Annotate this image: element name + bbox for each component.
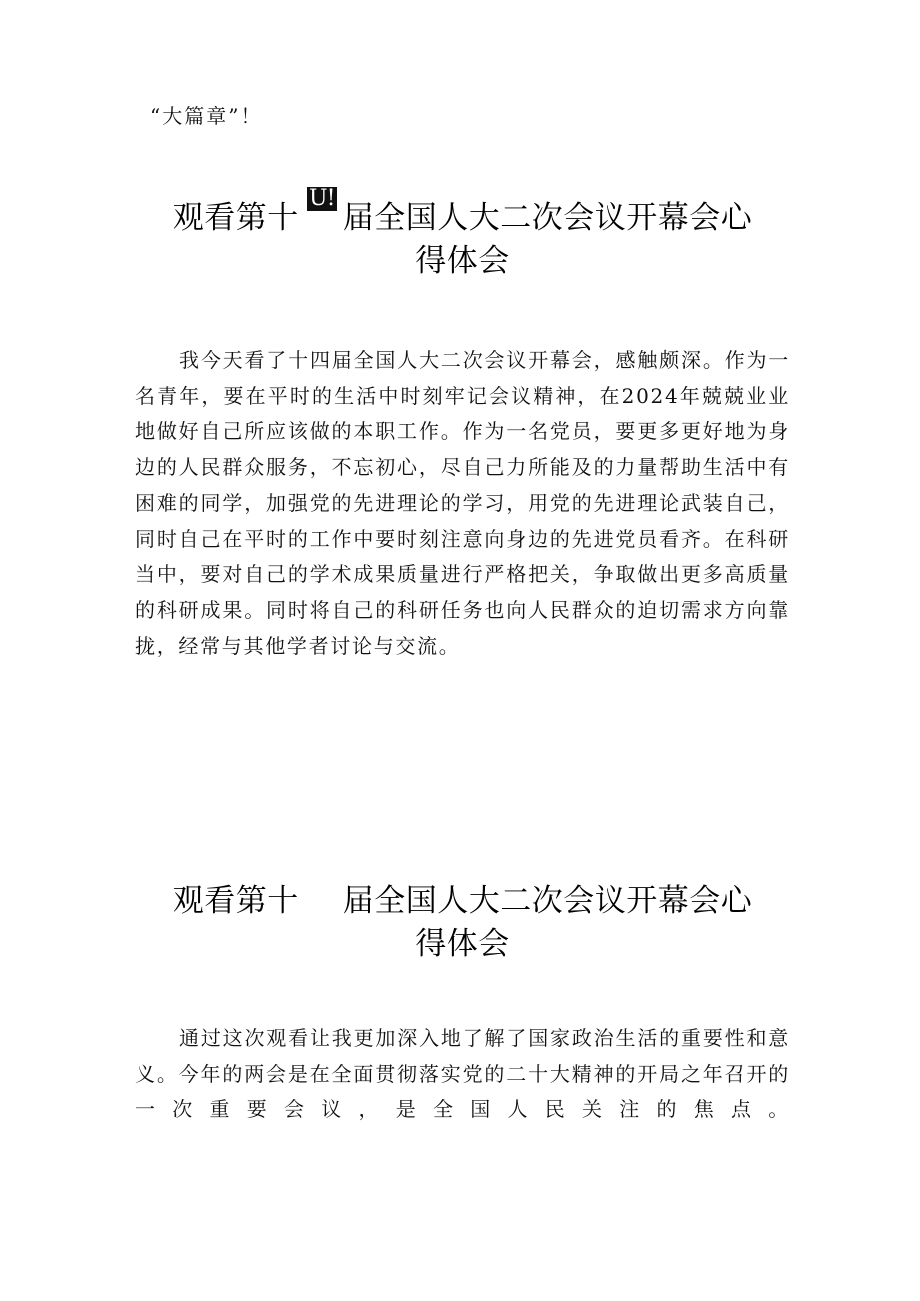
section2-heading-line1 [135,880,790,923]
section1-heading-line1 [135,186,790,240]
section1-heading-part1: 观看第十 [172,200,299,236]
section2-paragraph: 通过这次观看让我更加深入地了解了国家政治生活的重要性和意义。今年的两会是在全面贯彻落实党的二十大精神的开局之年召开的一次重要会议，是全国人民关注的焦点。 [135,1026,790,1122]
section2-heading-part1: 观看第十 [172,883,299,919]
section1-heading [135,186,790,283]
heading-gap [299,186,343,231]
heading-gap [299,884,343,914]
section1-heading-part2: 届全国人大二次会议开幕会心 [342,200,753,236]
section2-heading-line2: 得体会 [415,926,510,962]
continuation-text: “大篇章”！ [150,104,263,128]
section1-heading-line2: 得体会 [415,243,510,279]
section2-heading-part2: 届全国人大二次会议开幕会心 [342,883,753,919]
section1-paragraph: 我今天看了十四届全国人大二次会议开幕会，感触颇深。作为一名青年，要在平时的生活中时刻牢记会议精神，在2024年兢兢业业地做好自己所应该做的本职工作。作为一名党员，要更多更好地为身边的人民群众服务，不忘初心，尽自己力所能及的力量帮助生活中有困难的同学，加强党的先进理论的学习，用党的先进理论武装自己，同时自己在平时的工作中要时刻注意向身边的先进党员看齐。在科研当中，要对自己的学术成果质量进行严格把关，争取做出更多高质量的科研成果。同时将自己的科研任务也向人民群众的迫切需求方向靠拢，经常与其他学者讨论与交流。 [135,348,790,658]
garbled-glyph-mark: U! [307,187,337,211]
section2-heading [135,880,790,966]
